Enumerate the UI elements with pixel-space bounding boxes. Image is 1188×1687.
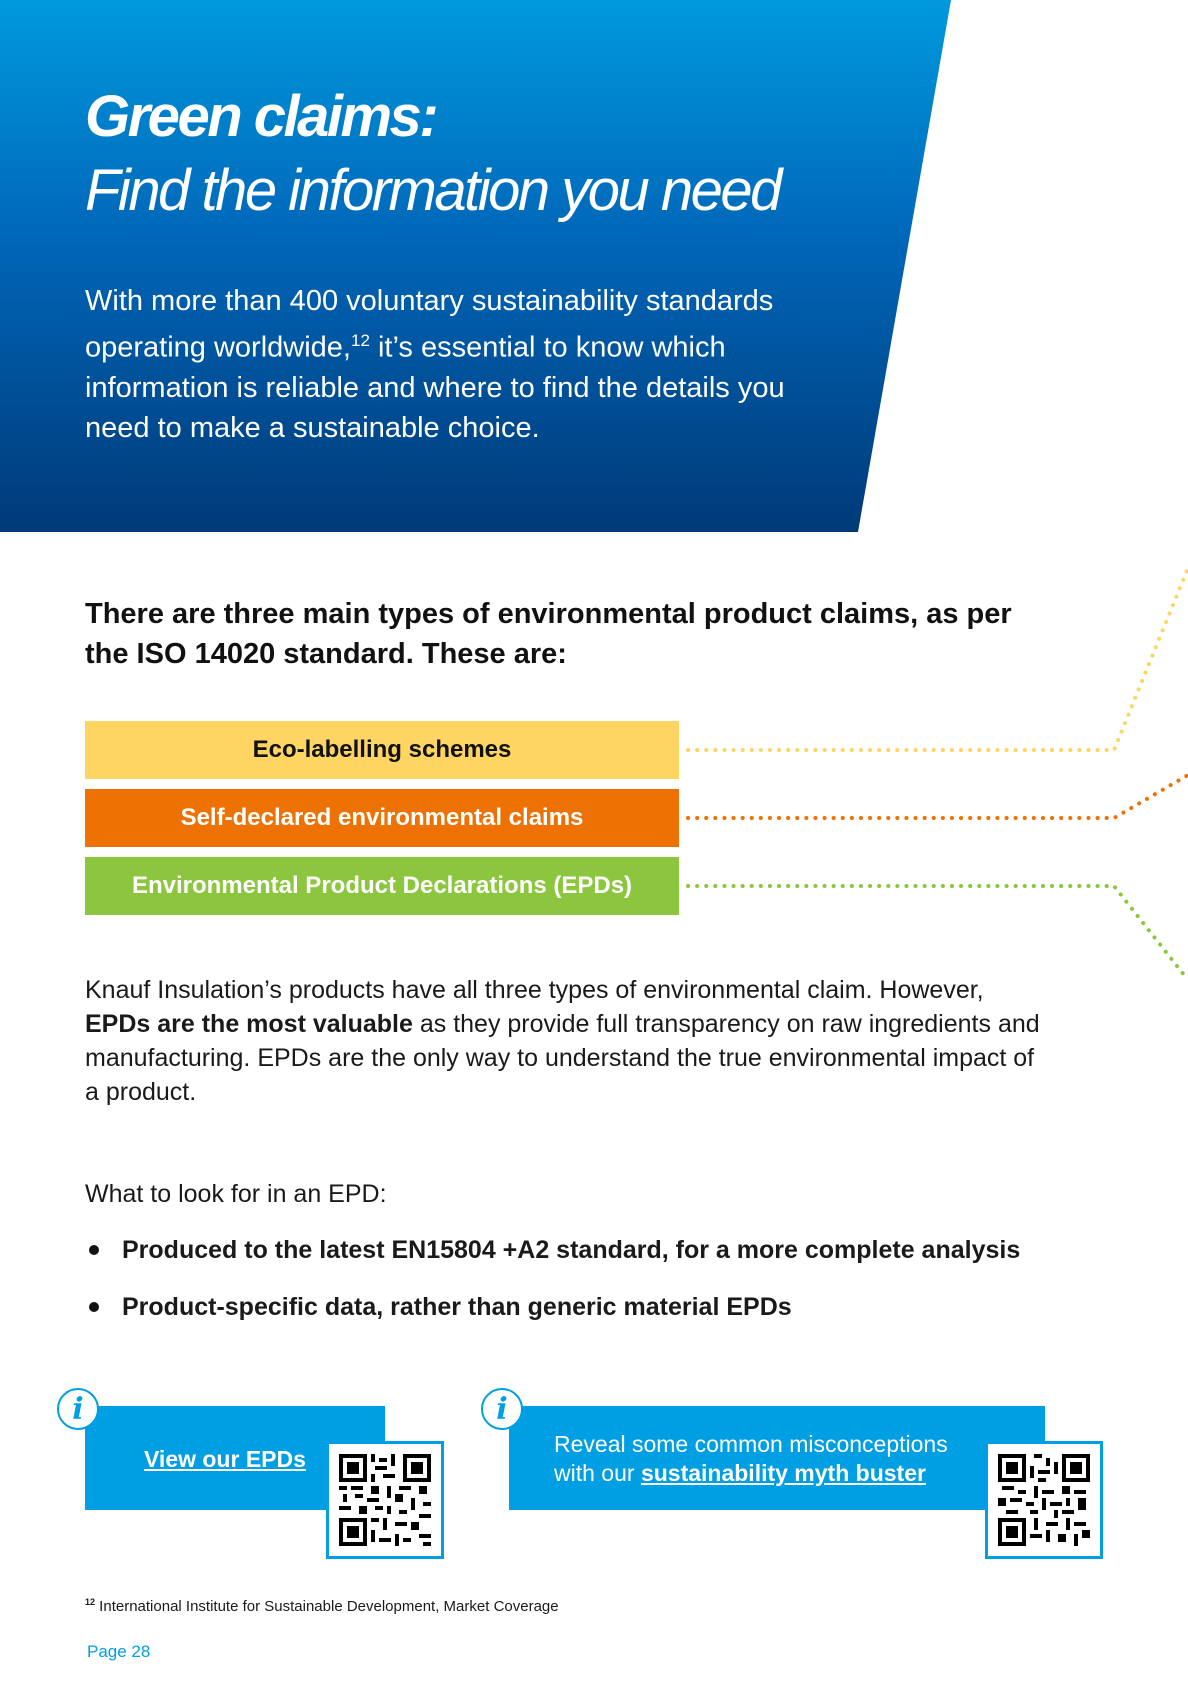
list-item: Produced to the latest EN15804 +A2 standard, for a more complete analysis: [85, 1233, 1145, 1267]
qr-code-icon: [339, 1454, 431, 1546]
footnote: [85, 1597, 559, 1615]
self-connector-line: [688, 775, 1188, 818]
view-epds-link[interactable]: View our EPDs: [144, 1446, 306, 1472]
info-icon: i: [481, 1388, 523, 1430]
page-subtitle: Find the information you need: [85, 158, 780, 223]
body-paragraph: [85, 973, 1045, 1109]
epd-connector-line: [688, 886, 1188, 980]
paragraph-text-2: as they provide full transparency on raw ingredients and manufacturing. EPDs are the only way to understand the true environmental impact of a product.: [85, 1010, 1040, 1106]
myth-buster-link[interactable]: sustainability myth buster: [640, 1460, 926, 1486]
claim-eco-labelling: Eco-labelling schemes: [85, 721, 679, 779]
claim-self-declared: Self-declared environmental claims: [85, 789, 679, 847]
list-item: Product-specific data, rather than generic material EPDs: [85, 1290, 1145, 1324]
hero-body-text-2: it’s essential to know which information is reliable and where to find the details you need to make a sustainable choice.: [85, 331, 785, 444]
myth-buster-text: [554, 1430, 974, 1488]
paragraph-text-1: Knauf Insulation’s products have all three types of environmental claim. However,: [85, 976, 984, 1004]
look-for-list: [85, 1233, 1145, 1347]
hero-body-text-1: With more than 400 voluntary sustainability standards operating worldwide,: [85, 285, 774, 364]
footnote-marker: 12: [85, 1597, 96, 1607]
paragraph-emphasis: EPDs are the most valuable: [85, 1010, 413, 1038]
look-for-heading: What to look for in an EPD:: [85, 1180, 387, 1208]
epd-qr-code[interactable]: [326, 1441, 444, 1559]
myth-buster-qr-code[interactable]: [985, 1441, 1103, 1559]
page-number: Page 28: [87, 1642, 151, 1661]
intro-heading: There are three main types of environmental product claims, as per the ISO 14020 standard. These are:: [85, 598, 1012, 670]
page-title: Green claims:: [85, 84, 437, 149]
myth-buster-prefix: Reveal some common misconceptions with our: [554, 1431, 948, 1486]
eco-connector-line: [688, 568, 1188, 750]
info-icon: i: [57, 1388, 99, 1430]
footnote-reference: 12: [350, 331, 370, 350]
footnote-text: International Institute for Sustainable Development, Market Coverage: [95, 1598, 559, 1615]
qr-code-icon: [998, 1454, 1090, 1546]
claim-epd: Environmental Product Declarations (EPDs): [85, 857, 679, 915]
